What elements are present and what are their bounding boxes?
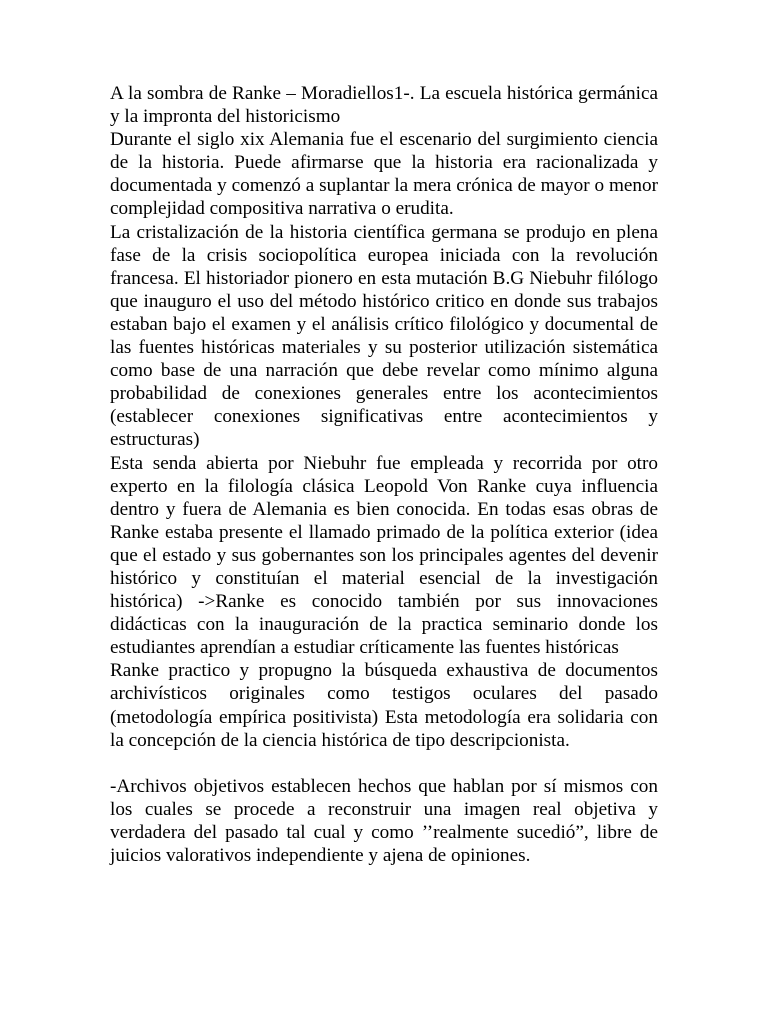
paragraph-siglo-xix: Durante el siglo xix Alemania fue el escenario del surgimiento ciencia de la historia. Puede afirmarse que la historia era racionalizada y documentada y comenzó a suplantar la mera crónica de mayor o menor complejidad compositiva narrativa o erudita. bbox=[110, 129, 658, 220]
paragraph-archivos: -Archivos objetivos establecen hechos que hablan por sí mismos con los cuales se procede a reconstruir una imagen real objetiva y verdadera del pasado tal cual y como ’’realmente sucedió”, libre de juicios valorativos independiente y ajena de opiniones. bbox=[110, 775, 658, 867]
paragraph-cristalizacion: La cristalización de la historia científica germana se produjo en plena fase de la crisis sociopolítica europea iniciada con la revolución francesa. El historiador pionero en esta mutación B.G Niebuhr filólogo que inauguro el uso del método histórico critico en donde sus trabajos estaban bajo el examen y el análisis crítico filológico y documental de las fuentes históricas materiales y su posterior utilización sistemática como base de una narración que debe revelar como mínimo alguna probabilidad de conexiones generales entre los acontecimientos (establecer conexiones significativas entre acontecimientos y estructuras) bbox=[110, 221, 658, 451]
document-body bbox=[110, 82, 658, 867]
paragraph-niebuhr-ranke: Esta senda abierta por Niebuhr fue empleada y recorrida por otro experto en la filología clásica Leopold Von Ranke cuya influencia dentro y fuera de Alemania es bien conocida. En todas esas obras de Ranke estaba presente el llamado primado de la política exterior (idea que el estado y sus gobernantes son los principales agentes del devenir histórico y constituían el material esencial de la investigación histórica) ->Ranke es conocido también por sus innovaciones didácticas con la inauguración de la practica seminario donde los estudiantes aprendían a estudiar críticamente las fuentes históricas bbox=[110, 452, 658, 659]
blank-line bbox=[110, 752, 658, 775]
paragraph-ranke-practico: Ranke practico y propugno la búsqueda exhaustiva de documentos archivísticos originales como testigos oculares del pasado (metodología empírica positivista) Esta metodología era solidaria con la concepción de la ciencia histórica de tipo descripcionista. bbox=[110, 660, 658, 751]
heading-paragraph: A la sombra de Ranke – Moradiellos1-. La escuela histórica germánica y la impronta del historicismo bbox=[110, 83, 658, 128]
